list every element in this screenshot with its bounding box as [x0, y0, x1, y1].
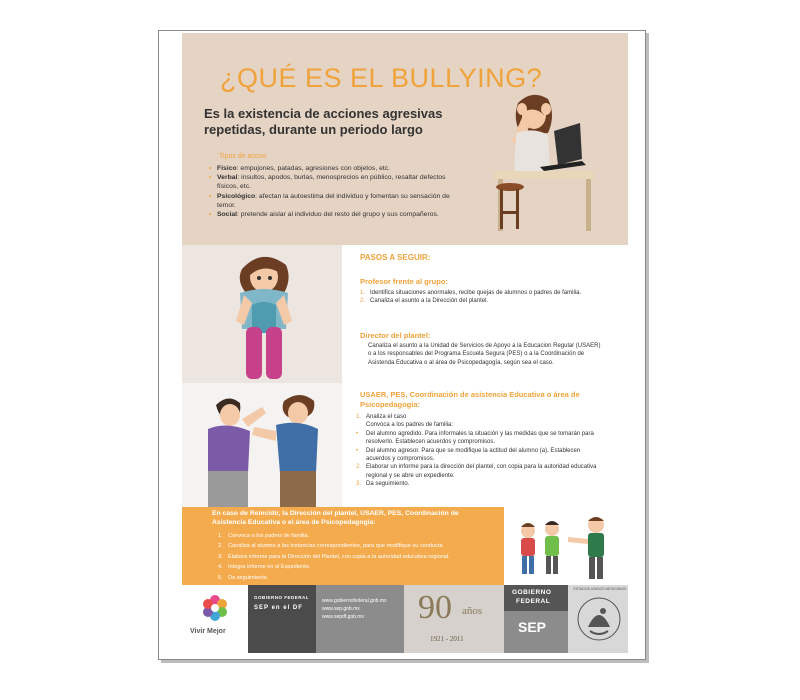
- item-number: •: [356, 430, 359, 437]
- link[interactable]: www.sepdf.gob.mx: [322, 614, 364, 620]
- sep-df-label: SEP en el DF: [254, 605, 303, 611]
- usaer-heading: USAER, PES, Coordinación de asistencia Educativa o área de Psicopedagogía:: [360, 390, 580, 409]
- reincidir-heading: En caso de Reincidir, la Dirección del plantel, USAER, PES, Coordinación de Asistencia Educativa o el área de Psicopedagogía:: [212, 510, 459, 526]
- item-number: 1.: [360, 290, 366, 296]
- link[interactable]: www.sep.gob.mx: [322, 606, 360, 612]
- tipos-list: [209, 164, 464, 219]
- item-number: •: [356, 447, 359, 454]
- item-text: Da seguimiento.: [228, 574, 269, 581]
- item-text: Convoca a los padres de familia:: [366, 422, 454, 429]
- director-heading: Director del plantel:: [360, 331, 431, 340]
- reincidir-section: [182, 507, 504, 585]
- pasos-heading: PASOS A SEGUIR:: [360, 253, 431, 262]
- tipo-text: : pretende aislar al individuo del resto del grupo y sus compañeros.: [237, 211, 439, 219]
- list-item: [356, 413, 606, 421]
- tipo-text: : empujones, patadas, agresiones con objetos, etc.: [236, 165, 391, 172]
- item-number: 2.: [218, 543, 223, 550]
- list-item: [218, 562, 498, 572]
- tipo-text: : afectan la autoestima del individuo y fomentan su sensación de temor.: [217, 192, 450, 209]
- item-text: Canaliza el asunto a la Dirección del plantel.: [370, 298, 489, 305]
- page-title: ¿QUÉ ES EL BULLYING?: [220, 63, 543, 93]
- list-item: [360, 297, 596, 305]
- girl-at-laptop-illustration: [482, 85, 602, 235]
- item-text: Da seguimiento.: [366, 481, 410, 488]
- list-item: [356, 430, 606, 447]
- item-text: Convoca a los padres de familia.: [228, 533, 310, 539]
- item-text: Elaborar un informe para la dirección del plantel, con copia para la autoridad educativa regional y se abre un expediente.: [366, 464, 597, 479]
- list-item: [218, 552, 498, 562]
- item-text: Identifica situaciones anormales, recibe quejas de alumnos o padres de familia.: [370, 290, 582, 296]
- links-block: [316, 585, 404, 653]
- vivir-mejor-logo: [182, 585, 248, 653]
- list-item: [218, 531, 498, 541]
- item-text: Integra informe en el Expediente.: [228, 564, 311, 571]
- list-item: [356, 480, 606, 488]
- link[interactable]: www.gobiernofederal.gob.mx: [322, 598, 387, 604]
- sad-girl-panel: [182, 245, 342, 383]
- list-item: • Verbal: insultos, apodos, burlas, menosprecios en público, resaltar defectos físicos, etc.: [209, 174, 446, 191]
- anniversary-years: 1921 - 2011: [430, 635, 464, 643]
- list-item: • Físico: empujones, patadas, agresiones con objetos, etc.: [209, 165, 391, 172]
- tipo-term: Social: [217, 211, 238, 219]
- tipo-term: Físico: [217, 165, 237, 172]
- mexico-seal-icon: [576, 593, 622, 645]
- director-text: Canaliza el asunto a la Unidad de Servicios de Apoyo a la Educacion Regular (USAER) o a los responsables del Programa Escuela Segura (PES) o a la Coordinación de Asistenda Educativa o al área de Psicopedagogía, según sea el caso.: [368, 343, 601, 366]
- vivir-mejor-label: Vivir Mejor: [190, 628, 226, 635]
- sep-label: SEP: [518, 619, 547, 635]
- tipo-term: Verbal: [217, 174, 238, 182]
- gobierno-label: GOBIERNO: [512, 589, 552, 596]
- item-number: 3.: [356, 481, 362, 488]
- item-number: 3.: [218, 553, 223, 560]
- list-item: [356, 463, 606, 480]
- gobierno-sep-block: [504, 585, 568, 653]
- list-item: [218, 573, 498, 583]
- sad-girl-illustration: [226, 249, 306, 381]
- fighting-boys-illustration: [192, 383, 342, 507]
- item-text: Del alumno agresor. Para que se modifique la actitud del alumno (a). Establecen acuerdos y compromisos.: [366, 447, 581, 463]
- item-text: Del alumno agredido. Para informales la situación y las medidas que se tomarán para resolverlo. Establecen acuerdos y compromisos.: [366, 430, 594, 446]
- item-text: Analiza el caso: [366, 414, 407, 420]
- item-text: Elabora informe para la Dirección del Plantel, con copia a la autoridad educativa regional.: [228, 553, 450, 560]
- federal-label: FEDERAL: [516, 598, 551, 605]
- item-text: Canaliza al alumno a las instancias correspondientes, para que modifique su conducta: [228, 543, 443, 550]
- anniversary-word: años: [462, 605, 483, 617]
- anniversary-number: 90: [418, 589, 452, 626]
- tipos-heading: Tipos de acoso: [219, 153, 267, 160]
- list-item: • Psicológico: afectan la autoestima del individuo y fomentan su sensación de temor.: [209, 192, 450, 209]
- item-number: 2.: [356, 464, 362, 471]
- item-number: 1.: [218, 533, 223, 539]
- fight-panel: [182, 383, 342, 507]
- profesor-heading: Profesor frente al grupo:: [360, 277, 448, 286]
- list-item: [356, 447, 606, 464]
- list-item: • Social: pretende aislar al individuo del resto del grupo y sus compañeros.: [209, 211, 439, 219]
- links-list: [322, 597, 386, 621]
- list-item: [356, 421, 606, 429]
- anniversary-block: [404, 585, 504, 653]
- usaer-list: [356, 413, 606, 489]
- item-number: 1.: [356, 414, 362, 420]
- kids-pointing-illustration: [512, 511, 624, 583]
- reincidir-list: [218, 531, 498, 583]
- item-number: 4.: [218, 564, 223, 571]
- sep-df-block: [248, 585, 316, 653]
- list-item: [218, 541, 498, 551]
- flower-logo-icon: [200, 593, 230, 623]
- kids-panel: [504, 507, 628, 585]
- pasos-section: [342, 245, 628, 507]
- item-number: 2.: [360, 298, 366, 305]
- page-subtitle: Es la existencia de acciones agresivas repetidas, durante un periodo largo: [204, 106, 443, 137]
- tipo-term: Psicológico: [217, 192, 256, 200]
- poster: [182, 33, 628, 653]
- gobierno-federal-small: GOBIERNO FEDERAL: [254, 595, 310, 600]
- seal-text: ESTADOS UNIDOS MEXICANOS: [573, 587, 627, 591]
- tipo-text: : insultos, apodos, burlas, menosprecios en público, resaltar defectos físicos, etc.: [217, 174, 446, 191]
- list-item: [360, 289, 596, 297]
- header-section: [182, 33, 628, 245]
- mexico-seal-block: [568, 585, 628, 653]
- profesor-list: [360, 289, 596, 306]
- item-number: 5.: [218, 574, 223, 581]
